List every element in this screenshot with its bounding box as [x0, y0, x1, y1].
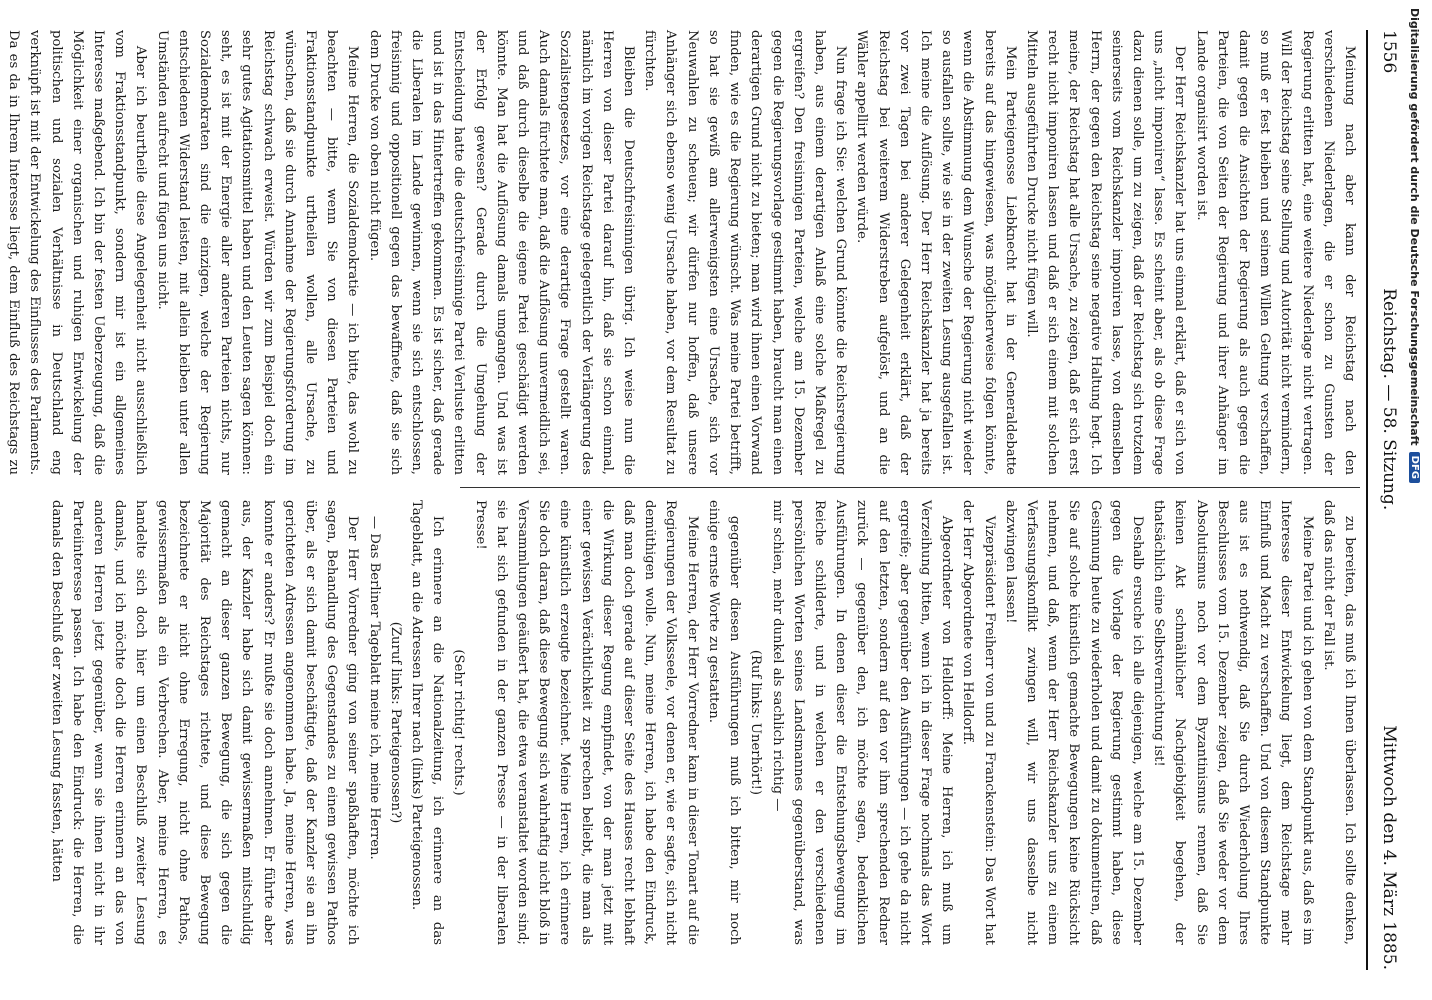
paragraph: zu bereiten, das muß ich Ihnen überlassen. Ich sollte denken, daß das nicht der Fall ist.: [1320, 500, 1357, 945]
paragraph: (Sehr richtig! rechts.): [451, 649, 467, 796]
paragraph: Meine Herren, der Herr Vorredner kam in dieser Tonart auf die Regierungen der Volksseele, vor denen er, wie er sagte, sich nicht demüthigen wolle. Nun, meine Herren, ich habe den Eindruck, daß man doch gerade auf dieser Seite des Hauses recht lebhaft die Wirkung dieser Regung empfindet, von der man jetzt mit einer gewissen Verächtlichkeit zu sprechen beliebt, die man als eine künstlich erzeugte bezeichnet. Meine Herren, ich erinnere Sie doch daran, daß diese Bewegung sich wahrhaftig nicht bloß in Versammlungen geäußert hat, die etwa veranstaltet worden sind; sie hat sich gefunden in der ganzen Presse — in der liberalen Presse!: [472, 500, 700, 946]
paragraph: Meinung nach aber kann der Reichstag nach den verschiedenen Niederlagen, die er schon zu Gunsten der Regierung erlitten hat, eine weitere Niederlage nicht vertragen. Will der Reichstag seine Stellung und Autorität nicht vermindern, so muß er fest bleiben und seinem Willen Geltung verschaffen, damit gegen die Ansichten der Regierung als auch gegen die Parteien, die von Seiten der Regierung und ihrer Anhänger im Lande organisirt worden ist.: [1193, 30, 1357, 475]
credit-line: [1406, 8, 1424, 998]
paragraph: Aber ich beurtheile diese Angelegenheit nicht ausschließlich vom Fraktionsstandpunkt, sondern mir ist ein allgemeines Interesse maßgebend. Ich bin der festen Ueberzeugung, daß die Möglichkeit einer organischen und ruhigen Entwickelung der politischen und sozialen Verhältnisse in Deutschland eng verknüpft ist mit der Entwickelung des Einflusses des Parlaments. Da es da in Ihrem Interesse liegt, dem Einfluß des Reichstags zu: [6, 30, 149, 475]
paragraph: Deshalb ersuche ich alle diejenigen, welche am 15. Dezember gegen die Vorlage der Regierung gestimmt haben, diese Gesinnung heute zu wiederholen und damit zu dokumentiren, daß Sie auf solche künstlich gemachte Bewegungen keine Rücksicht nehmen, und daß, wenn der Herr Reichskanzler uns zu einem Verfassungskonflikt zwingen will, wir uns dasselbe nicht abzwingen lassen!: [1002, 500, 1145, 945]
paragraph: Meine Partei und ich gehen von dem Standpunkt aus, daß es im Interesse dieser Entwickelung liegt, dem Reichstage mehr Einfluß und Macht zu verschaffen. Und von diesem Standpunkte aus ist es nothwendig, daß Sie durch Wiederholung Ihres Beschlusses vom 15. Dezember zeigen, daß Sie weder vor dem Absolutismus noch vor dem Byzantinismus rennen, daß Sie keinen Akt schmählicher Nachgiebigkeit begehen, der thatsächlich eine Selbstvernichtung ist!: [1151, 500, 1315, 945]
paragraph: (Zuruf links: Parteigenossen?): [387, 621, 403, 824]
paragraph: Bleiben die Deutschfreisinnigen übrig. Ich weise nun die Herren von dieser Partei darauf hin, daß sie schon einmal, nämlich im vorigen Reichstage gelegentlich der Verlängerung des Sozialistengesetzes, vor eine derartige Frage gestellt waren. Auch damals fürchtete man, daß die Auflösung unvermeidlich sei, und daß durch dieselbe die eigene Partei geschädigt werden könnte. Man hat die Auflösung damals umgangen. Und was ist der Erfolg gewesen? Gerade durch die Umgehung der Entscheidung hatte die deutschfreisinnige Partei Verluste erlitten und ist in das Hintertreffen gekommen. Es ist sicher, daß gerade die Liberalen im Lande gewinnen, wenn sie sich entschlossen, freisinnig und oppositionell gegen das bewaffnete, daß sie sich dem Drucke von oben nicht fügen.: [366, 30, 637, 475]
digitization-credit: [1404, 0, 1426, 1000]
paragraph: gegenüber diesen Ausführungen muß ich bitten, mir noch einige ernste Worte zu gestatten.: [705, 500, 743, 945]
dfg-logo: DFG: [1410, 452, 1421, 483]
header-rule: [1366, 30, 1368, 970]
paragraph: Meine Herren, die Sozialdemokratie — ich bitte, das wohl zu beachten — bitte, wenn Sie von diesen Parteien und Fraktionsstandpunkte urtheilen wollen, alle Ursache, zu wünschen, daß sie durch Annahme der Regierungsforderung im Reichstag schwach erweist. Würden wir zum Beispiel doch ein sehr gutes Agitationsmittel haben und den Leuten sagen können: seht, es ist mit der Energie aller anderen Parteien nichts, nur Sozialdemokraten sind die einzigen, welche der Regierung entschiedenen Widerstand leisten, mit allein bleiben unter allen Umständen aufrecht und fügen uns nicht.: [154, 30, 361, 475]
paragraph: Abgeordneter von Helldorff: Meine Herren, ich muß um Verzeihung bitten, wenn ich in dieser Frage nochmals das Wort ergreife; aber gegenüber den Ausführungen — ich gehe da nicht auf den letzten, sondern auf den vor ihm sprechenden Redner zurück — gegenüber den, ich möchte sagen, bedenklichen Ausführungen. In denen dieser die Entstehungsbewegung im Reiche schilderte, und in welchen er den verschiedenen persönlichen Worten seines Landsmannes gegenüberstand, was mir schien, mehr dunkel als sachlich richtig —: [769, 500, 955, 945]
paragraph: (Ruf links: Unerhört!): [748, 649, 764, 796]
text-column-left: [6, 30, 1360, 475]
paragraph: Mein Parteigenosse Liebknecht hat in der Generaldebatte bereits auf das hingewiesen, was möglicherweise folgen könnte, wenn die Abstimmung dem Wunsche der Regierung nicht wieder so ausfallen sollte, wie sie in der zweiten Lesung ausgefallen ist. Ich meine die Auflösung. Der Herr Reichskanzler hat ja bereits vor zwei Tagen bei anderer Gelegenheit erklärt, daß der Reichstag bei weiterem Widerstreben aufgelöst, und an die Wähler appellirt werden würde.: [854, 30, 1018, 475]
page-content: [6, 0, 1408, 1000]
paragraph: — Das Berliner Tageblatt meine ich, meine Herren.: [366, 515, 382, 860]
rotated-page: [6, 0, 1408, 1000]
page-number: 1556: [1379, 30, 1399, 74]
session-title: Reichstag. — 58. Sitzung.: [1379, 288, 1399, 511]
paragraph: Nun frage ich Sie: welchen Grund könnte die Reichsregierung haben, aus einem derartigen Anlaß eine solche Maßregel zu ergreifen? Den freisinnigen Parteien, welche am 15. Dezember gegen die Regierungsvorlage gestimmt haben, braucht man einen derartigen Grund nicht zu bieten; man wird ihnen einen Vorwand finden, wie es die Regierung wünscht. Was meine Partei betrifft, so hat sie gewiß am allerwenigsten eine Ursache, sich vor Neuwahlen zu scheuen; wir dürfen nur hoffen, daß unsere Anhänger sich ebenso wenig Ursache haben, vor dem Resultat zu fürchten.: [642, 30, 849, 475]
paragraph: Der Herr Reichskanzler hat uns einmal erklärt, daß er sich von uns „nicht imponiren“ lasse. Es scheint aber, als ob diese Frage dazu dienen solle, um zu zeigen, daß der Reichstag sich trotzdem seinerseits vom Reichskanzler imponiren lasse, von demselben Herrn, der gegen den Reichstag seine negative Haltung hegt. Ich meine, der Reichstag hat alle Ursache, zu zeigen, daß er sich erst recht nicht imponiren lassen und daß er sich einem mit solchen Mitteln ausgeführten Drucke nicht fügen will.: [1023, 30, 1188, 475]
paragraph: Der Herr Vorredner ging von seiner spaßhaften, möchte ich sagen, Behandlung des Gegenstandes zu einem gewissen Pathos über, als er sich damit beschäftigte, daß der Kanzler sie an ihn gerichteten Adressen angenommen habe. Ja, meine Herren, was konnte er anders? Er mußte sie doch annehmen. Er führte aber aus, der Kanzler habe sich damit gewissermaßen mitschuldig gemacht an dieser ganzen Bewegung, die sich gegen die Majorität des Reichstages richtete, und diese Bewegung bezeichnete er nicht ohne Erregung, nicht ohne Pathos, gewissermaßen als ein Verbrechen. Aber, meine Herren, es handelte sich doch hier um einen Beschluß zweiter Lesung damals, und ich möchte doch die Herren erinnern an das von anderen Herren jetzt gegenüber, wenn sie ihnen nicht in ihr Parteiinteresse passen. Ich habe den Eindruck: die Herren, die damals den Beschluß der zweiten Lesung fassten, hätten: [48, 500, 361, 945]
credit-text: Digitalisierung gefördert durch die Deutsche Forschungsgemeinschaft: [1408, 8, 1422, 446]
page-header: [1374, 30, 1404, 970]
paragraph: Ich erinnere an die Nationalzeitung, ich erinnere an das Tageblatt, an die Adressen Ihrer nach (links) Parteigenossen.: [409, 500, 446, 945]
text-column-right: [48, 500, 1360, 946]
column-divider: [460, 487, 1360, 488]
session-date: Mittwoch den 4. März 1885.: [1379, 725, 1399, 970]
paragraph: Vizepräsident Freiherr von und zu Franckenstein: Das Wort hat der Herr Abgeordnete von Helldorff.: [960, 500, 997, 945]
